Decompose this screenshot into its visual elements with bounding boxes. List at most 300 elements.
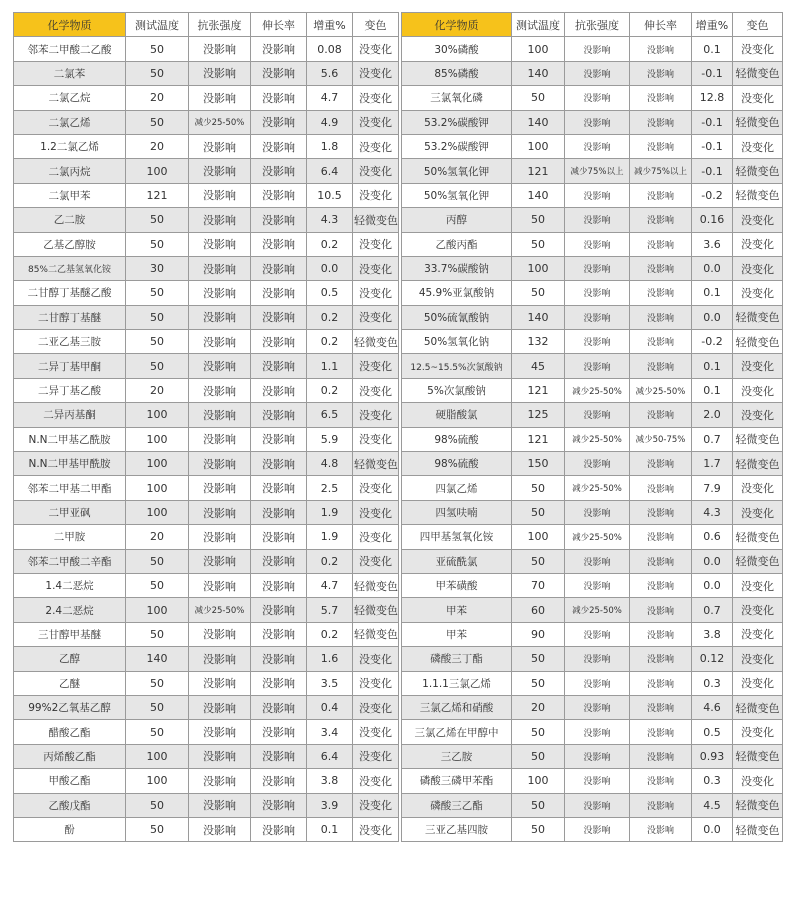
table-row — [402, 720, 783, 744]
cell-discoloration: 没变化 — [353, 720, 399, 744]
cell-elongation: 没影响 — [630, 110, 692, 134]
table-row — [402, 330, 783, 354]
cell-elongation: 没影响 — [630, 452, 692, 476]
cell-elongation: 没影响 — [630, 525, 692, 549]
table-row — [402, 598, 783, 622]
table-row — [402, 110, 783, 134]
cell-tensile-strength: 没影响 — [189, 232, 251, 256]
cell-elongation: 没影响 — [630, 622, 692, 646]
table-header-row — [14, 13, 399, 37]
cell-discoloration: 没变化 — [353, 769, 399, 793]
cell-elongation: 没影响 — [630, 256, 692, 280]
cell-tensile-strength: 没影响 — [189, 622, 251, 646]
cell-weight-gain: 2.5 — [307, 476, 353, 500]
cell-weight-gain: 0.12 — [692, 647, 733, 671]
table-row — [402, 403, 783, 427]
cell-temperature: 121 — [512, 378, 565, 402]
table-row — [402, 671, 783, 695]
table-row — [402, 354, 783, 378]
cell-chemical: 二氯乙烯 — [14, 110, 126, 134]
cell-weight-gain: 4.3 — [692, 500, 733, 524]
cell-temperature: 50 — [126, 208, 189, 232]
cell-tensile-strength: 没影响 — [189, 256, 251, 280]
cell-weight-gain: 0.0 — [307, 256, 353, 280]
cell-temperature: 50 — [126, 330, 189, 354]
cell-temperature: 50 — [126, 573, 189, 597]
cell-elongation: 没影响 — [630, 695, 692, 719]
table-row — [14, 281, 399, 305]
cell-tensile-strength: 没影响 — [189, 208, 251, 232]
cell-discoloration: 没变化 — [353, 500, 399, 524]
cell-elongation: 没影响 — [251, 305, 307, 329]
table-row — [14, 305, 399, 329]
cell-discoloration: 轻微变色 — [353, 622, 399, 646]
cell-discoloration: 没变化 — [353, 281, 399, 305]
cell-temperature: 60 — [512, 598, 565, 622]
cell-chemical: 二氯丙烷 — [14, 159, 126, 183]
cell-discoloration: 轻微变色 — [733, 695, 783, 719]
cell-weight-gain: 2.0 — [692, 403, 733, 427]
cell-temperature: 20 — [126, 378, 189, 402]
column-header-weight-gain: 增重% — [307, 13, 353, 37]
table-row — [14, 573, 399, 597]
cell-discoloration: 没变化 — [353, 305, 399, 329]
cell-temperature: 50 — [512, 647, 565, 671]
column-header-temperature: 测试温度 — [512, 13, 565, 37]
cell-tensile-strength: 没影响 — [189, 281, 251, 305]
cell-temperature: 45 — [512, 354, 565, 378]
cell-elongation: 没影响 — [251, 452, 307, 476]
cell-tensile-strength: 没影响 — [189, 403, 251, 427]
column-header-elongation: 伸长率 — [251, 13, 307, 37]
cell-elongation: 没影响 — [251, 549, 307, 573]
cell-discoloration: 没变化 — [733, 598, 783, 622]
cell-elongation: 没影响 — [251, 37, 307, 61]
cell-discoloration: 没变化 — [353, 647, 399, 671]
cell-elongation: 没影响 — [630, 232, 692, 256]
cell-discoloration: 没变化 — [353, 695, 399, 719]
cell-elongation: 没影响 — [630, 793, 692, 817]
cell-temperature: 50 — [512, 208, 565, 232]
cell-tensile-strength: 减少25-50% — [565, 427, 630, 451]
cell-discoloration: 轻微变色 — [353, 452, 399, 476]
cell-discoloration: 没变化 — [733, 720, 783, 744]
cell-tensile-strength: 没影响 — [565, 452, 630, 476]
cell-temperature: 20 — [512, 695, 565, 719]
cell-tensile-strength: 没影响 — [565, 110, 630, 134]
cell-temperature: 140 — [126, 647, 189, 671]
cell-chemical: 33.7%碳酸钠 — [402, 256, 512, 280]
cell-discoloration: 轻微变色 — [353, 330, 399, 354]
cell-weight-gain: 1.1 — [307, 354, 353, 378]
column-header-chemical: 化学物质 — [14, 13, 126, 37]
cell-weight-gain: 0.2 — [307, 549, 353, 573]
cell-elongation: 没影响 — [251, 817, 307, 841]
cell-weight-gain: 0.2 — [307, 232, 353, 256]
cell-tensile-strength: 减少25-50% — [565, 476, 630, 500]
table-row — [14, 86, 399, 110]
cell-weight-gain: 3.8 — [692, 622, 733, 646]
cell-discoloration: 没变化 — [733, 622, 783, 646]
table-row — [14, 525, 399, 549]
cell-tensile-strength: 没影响 — [189, 695, 251, 719]
cell-temperature: 50 — [126, 793, 189, 817]
cell-chemical: 丙醇 — [402, 208, 512, 232]
table-row — [402, 281, 783, 305]
cell-weight-gain: 0.4 — [307, 695, 353, 719]
cell-elongation: 没影响 — [251, 525, 307, 549]
cell-chemical: 乙酸丙酯 — [402, 232, 512, 256]
cell-discoloration: 没变化 — [353, 159, 399, 183]
cell-temperature: 50 — [512, 232, 565, 256]
cell-discoloration: 没变化 — [733, 647, 783, 671]
table-row — [14, 61, 399, 85]
cell-elongation: 没影响 — [251, 403, 307, 427]
cell-weight-gain: 1.9 — [307, 500, 353, 524]
cell-temperature: 20 — [126, 525, 189, 549]
column-header-discoloration: 变色 — [733, 13, 783, 37]
cell-temperature: 50 — [126, 695, 189, 719]
cell-chemical: 45.9%亚氯酸钠 — [402, 281, 512, 305]
cell-discoloration: 没变化 — [353, 817, 399, 841]
cell-discoloration: 没变化 — [353, 86, 399, 110]
cell-discoloration: 没变化 — [353, 232, 399, 256]
cell-tensile-strength: 没影响 — [189, 427, 251, 451]
table-row — [14, 427, 399, 451]
cell-discoloration: 轻微变色 — [353, 208, 399, 232]
cell-elongation: 没影响 — [630, 208, 692, 232]
cell-temperature: 121 — [512, 159, 565, 183]
cell-chemical: 磷酸三丁酯 — [402, 647, 512, 671]
cell-discoloration: 没变化 — [733, 403, 783, 427]
cell-elongation: 没影响 — [251, 110, 307, 134]
cell-elongation: 没影响 — [630, 134, 692, 158]
cell-discoloration: 没变化 — [733, 232, 783, 256]
cell-tensile-strength: 没影响 — [189, 134, 251, 158]
cell-tensile-strength: 减少25-50% — [565, 598, 630, 622]
cell-chemical: 二氯甲苯 — [14, 183, 126, 207]
cell-discoloration: 轻微变色 — [733, 452, 783, 476]
table-row — [14, 793, 399, 817]
cell-weight-gain: 1.8 — [307, 134, 353, 158]
cell-temperature: 50 — [512, 476, 565, 500]
cell-chemical: 邻苯二甲基二甲酯 — [14, 476, 126, 500]
cell-temperature: 50 — [126, 232, 189, 256]
cell-weight-gain: 5.6 — [307, 61, 353, 85]
cell-tensile-strength: 没影响 — [189, 378, 251, 402]
cell-chemical: 三氯乙烯和硝酸 — [402, 695, 512, 719]
cell-weight-gain: 0.08 — [307, 37, 353, 61]
cell-chemical: 甲苯 — [402, 622, 512, 646]
cell-weight-gain: 1.6 — [307, 647, 353, 671]
cell-tensile-strength: 没影响 — [565, 671, 630, 695]
cell-temperature: 100 — [126, 452, 189, 476]
cell-temperature: 20 — [126, 86, 189, 110]
cell-elongation: 没影响 — [251, 793, 307, 817]
table-row — [14, 817, 399, 841]
cell-chemical: 二异丁基乙酸 — [14, 378, 126, 402]
table-row — [402, 549, 783, 573]
cell-chemical: 三甘醇甲基醚 — [14, 622, 126, 646]
cell-weight-gain: 0.2 — [307, 330, 353, 354]
cell-elongation: 没影响 — [630, 647, 692, 671]
cell-weight-gain: 0.5 — [692, 720, 733, 744]
cell-chemical: 二甲胺 — [14, 525, 126, 549]
cell-temperature: 140 — [512, 305, 565, 329]
cell-discoloration: 没变化 — [353, 354, 399, 378]
cell-weight-gain: 0.0 — [692, 549, 733, 573]
cell-tensile-strength: 没影响 — [565, 817, 630, 841]
cell-temperature: 50 — [512, 500, 565, 524]
cell-elongation: 没影响 — [630, 744, 692, 768]
cell-tensile-strength: 没影响 — [189, 793, 251, 817]
cell-temperature: 100 — [512, 769, 565, 793]
cell-weight-gain: -0.2 — [692, 330, 733, 354]
cell-tensile-strength: 没影响 — [565, 281, 630, 305]
table-row — [402, 159, 783, 183]
cell-weight-gain: 5.9 — [307, 427, 353, 451]
cell-weight-gain: -0.1 — [692, 159, 733, 183]
cell-temperature: 121 — [512, 427, 565, 451]
table-header-row — [402, 13, 783, 37]
cell-chemical: 三氯乙烯在甲醇中 — [402, 720, 512, 744]
cell-elongation: 没影响 — [630, 598, 692, 622]
cell-chemical: 甲苯磺酸 — [402, 573, 512, 597]
table-row — [402, 769, 783, 793]
cell-temperature: 100 — [126, 159, 189, 183]
cell-elongation: 没影响 — [251, 427, 307, 451]
cell-weight-gain: 4.8 — [307, 452, 353, 476]
cell-chemical: 99%2乙氧基乙醇 — [14, 695, 126, 719]
cell-temperature: 100 — [512, 134, 565, 158]
cell-discoloration: 没变化 — [733, 476, 783, 500]
cell-tensile-strength: 没影响 — [189, 573, 251, 597]
cell-temperature: 20 — [126, 134, 189, 158]
cell-chemical: 硬脂酸氯 — [402, 403, 512, 427]
cell-weight-gain: 0.3 — [692, 769, 733, 793]
cell-discoloration: 没变化 — [353, 256, 399, 280]
cell-chemical: 二甘醇丁基醚 — [14, 305, 126, 329]
cell-tensile-strength: 没影响 — [565, 622, 630, 646]
cell-weight-gain: 0.1 — [692, 37, 733, 61]
cell-elongation: 没影响 — [630, 720, 692, 744]
cell-tensile-strength: 没影响 — [189, 817, 251, 841]
cell-chemical: 98%硫酸 — [402, 427, 512, 451]
cell-discoloration: 没变化 — [353, 61, 399, 85]
table-row — [402, 476, 783, 500]
table-row — [14, 110, 399, 134]
cell-discoloration: 没变化 — [733, 208, 783, 232]
cell-chemical: 二亚乙基三胺 — [14, 330, 126, 354]
cell-temperature: 50 — [126, 110, 189, 134]
table-row — [14, 452, 399, 476]
table-row — [14, 744, 399, 768]
cell-chemical: 磷酸三乙酯 — [402, 793, 512, 817]
cell-weight-gain: 3.9 — [307, 793, 353, 817]
table-row — [14, 37, 399, 61]
table-row — [402, 452, 783, 476]
cell-chemical: 三乙胺 — [402, 744, 512, 768]
cell-tensile-strength: 减少25-50% — [565, 378, 630, 402]
table-row — [402, 793, 783, 817]
cell-temperature: 100 — [126, 403, 189, 427]
cell-elongation: 没影响 — [251, 598, 307, 622]
cell-tensile-strength: 没影响 — [189, 354, 251, 378]
cell-discoloration: 轻微变色 — [733, 525, 783, 549]
cell-weight-gain: -0.1 — [692, 61, 733, 85]
column-header-weight-gain: 增重% — [692, 13, 733, 37]
cell-discoloration: 轻微变色 — [733, 427, 783, 451]
cell-temperature: 50 — [512, 671, 565, 695]
cell-chemical: 亚硫酰氯 — [402, 549, 512, 573]
cell-discoloration: 轻微变色 — [733, 793, 783, 817]
table-row — [402, 37, 783, 61]
cell-tensile-strength: 没影响 — [189, 525, 251, 549]
table-row — [14, 378, 399, 402]
cell-weight-gain: 4.7 — [307, 573, 353, 597]
cell-tensile-strength: 没影响 — [565, 403, 630, 427]
table-row — [402, 622, 783, 646]
cell-elongation: 没影响 — [630, 305, 692, 329]
cell-chemical: 50%氢氧化钠 — [402, 330, 512, 354]
cell-temperature: 50 — [126, 817, 189, 841]
cell-weight-gain: 0.0 — [692, 256, 733, 280]
cell-weight-gain: 12.8 — [692, 86, 733, 110]
cell-weight-gain: 0.0 — [692, 573, 733, 597]
cell-discoloration: 没变化 — [353, 403, 399, 427]
cell-tensile-strength: 减少75%以上 — [565, 159, 630, 183]
cell-discoloration: 没变化 — [733, 256, 783, 280]
cell-elongation: 没影响 — [251, 183, 307, 207]
table-row — [14, 598, 399, 622]
cell-elongation: 没影响 — [251, 354, 307, 378]
cell-discoloration: 轻微变色 — [733, 305, 783, 329]
cell-discoloration: 没变化 — [733, 86, 783, 110]
cell-elongation: 没影响 — [630, 281, 692, 305]
cell-chemical: 二氯乙烷 — [14, 86, 126, 110]
cell-tensile-strength: 没影响 — [565, 86, 630, 110]
cell-elongation: 没影响 — [251, 671, 307, 695]
cell-temperature: 50 — [512, 793, 565, 817]
cell-weight-gain: 5.7 — [307, 598, 353, 622]
cell-chemical: 50%氢氧化钾 — [402, 159, 512, 183]
cell-tensile-strength: 没影响 — [189, 671, 251, 695]
cell-discoloration: 没变化 — [353, 744, 399, 768]
cell-weight-gain: 4.5 — [692, 793, 733, 817]
cell-discoloration: 没变化 — [733, 134, 783, 158]
cell-tensile-strength: 没影响 — [189, 549, 251, 573]
cell-weight-gain: 0.6 — [692, 525, 733, 549]
cell-tensile-strength: 没影响 — [565, 720, 630, 744]
cell-weight-gain: 0.1 — [692, 354, 733, 378]
cell-chemical: 50%氢氧化钾 — [402, 183, 512, 207]
cell-tensile-strength: 没影响 — [565, 37, 630, 61]
cell-elongation: 没影响 — [630, 769, 692, 793]
cell-chemical: 四氯乙烯 — [402, 476, 512, 500]
cell-discoloration: 没变化 — [353, 427, 399, 451]
cell-weight-gain: 6.4 — [307, 744, 353, 768]
cell-chemical: 1.4二恶烷 — [14, 573, 126, 597]
column-header-tensile-strength: 抗张强度 — [565, 13, 630, 37]
cell-tensile-strength: 没影响 — [565, 208, 630, 232]
cell-elongation: 没影响 — [630, 37, 692, 61]
cell-temperature: 50 — [126, 549, 189, 573]
cell-discoloration: 没变化 — [733, 500, 783, 524]
cell-chemical: 乙醇 — [14, 647, 126, 671]
cell-discoloration: 没变化 — [353, 793, 399, 817]
chemical-table-right — [401, 12, 783, 842]
table-row — [402, 427, 783, 451]
cell-chemical: 二氯苯 — [14, 61, 126, 85]
table-row — [402, 817, 783, 841]
cell-weight-gain: 10.5 — [307, 183, 353, 207]
cell-weight-gain: 1.9 — [307, 525, 353, 549]
cell-chemical: 三氯氧化磷 — [402, 86, 512, 110]
cell-tensile-strength: 减少25-50% — [189, 110, 251, 134]
column-header-temperature: 测试温度 — [126, 13, 189, 37]
cell-temperature: 121 — [126, 183, 189, 207]
cell-temperature: 100 — [126, 744, 189, 768]
cell-tensile-strength: 没影响 — [189, 476, 251, 500]
cell-chemical: N.N二甲基乙酰胺 — [14, 427, 126, 451]
cell-chemical: 二甲亚砜 — [14, 500, 126, 524]
cell-discoloration: 轻微变色 — [733, 183, 783, 207]
cell-weight-gain: 0.3 — [692, 671, 733, 695]
cell-discoloration: 没变化 — [733, 769, 783, 793]
cell-weight-gain: 0.1 — [692, 378, 733, 402]
cell-chemical: 乙基乙醇胺 — [14, 232, 126, 256]
cell-tensile-strength: 没影响 — [189, 330, 251, 354]
cell-chemical: 二甘醇丁基醚乙酸 — [14, 281, 126, 305]
column-header-chemical: 化学物质 — [402, 13, 512, 37]
cell-temperature: 100 — [126, 500, 189, 524]
cell-chemical: 三亚乙基四胺 — [402, 817, 512, 841]
cell-temperature: 100 — [126, 427, 189, 451]
cell-elongation: 没影响 — [630, 573, 692, 597]
cell-elongation: 没影响 — [630, 817, 692, 841]
cell-weight-gain: 0.0 — [692, 305, 733, 329]
cell-elongation: 没影响 — [251, 86, 307, 110]
cell-chemical: 乙二胺 — [14, 208, 126, 232]
cell-weight-gain: -0.2 — [692, 183, 733, 207]
table-row — [402, 573, 783, 597]
cell-discoloration: 没变化 — [353, 134, 399, 158]
cell-tensile-strength: 没影响 — [189, 744, 251, 768]
cell-tensile-strength: 没影响 — [565, 354, 630, 378]
column-header-discoloration: 变色 — [353, 13, 399, 37]
cell-tensile-strength: 没影响 — [189, 183, 251, 207]
cell-weight-gain: 3.8 — [307, 769, 353, 793]
cell-tensile-strength: 没影响 — [565, 549, 630, 573]
table-row — [14, 720, 399, 744]
cell-temperature: 50 — [126, 37, 189, 61]
cell-tensile-strength: 没影响 — [565, 793, 630, 817]
cell-temperature: 50 — [126, 720, 189, 744]
cell-temperature: 100 — [512, 525, 565, 549]
cell-temperature: 100 — [512, 256, 565, 280]
cell-discoloration: 没变化 — [353, 525, 399, 549]
cell-discoloration: 没变化 — [353, 476, 399, 500]
cell-chemical: 二异丙基酮 — [14, 403, 126, 427]
cell-elongation: 没影响 — [251, 769, 307, 793]
cell-weight-gain: 3.5 — [307, 671, 353, 695]
cell-tensile-strength: 没影响 — [189, 647, 251, 671]
cell-weight-gain: 0.2 — [307, 622, 353, 646]
cell-temperature: 50 — [512, 281, 565, 305]
cell-chemical: 磷酸三磷甲苯酯 — [402, 769, 512, 793]
table-row — [14, 403, 399, 427]
cell-chemical: 53.2%碳酸钾 — [402, 134, 512, 158]
